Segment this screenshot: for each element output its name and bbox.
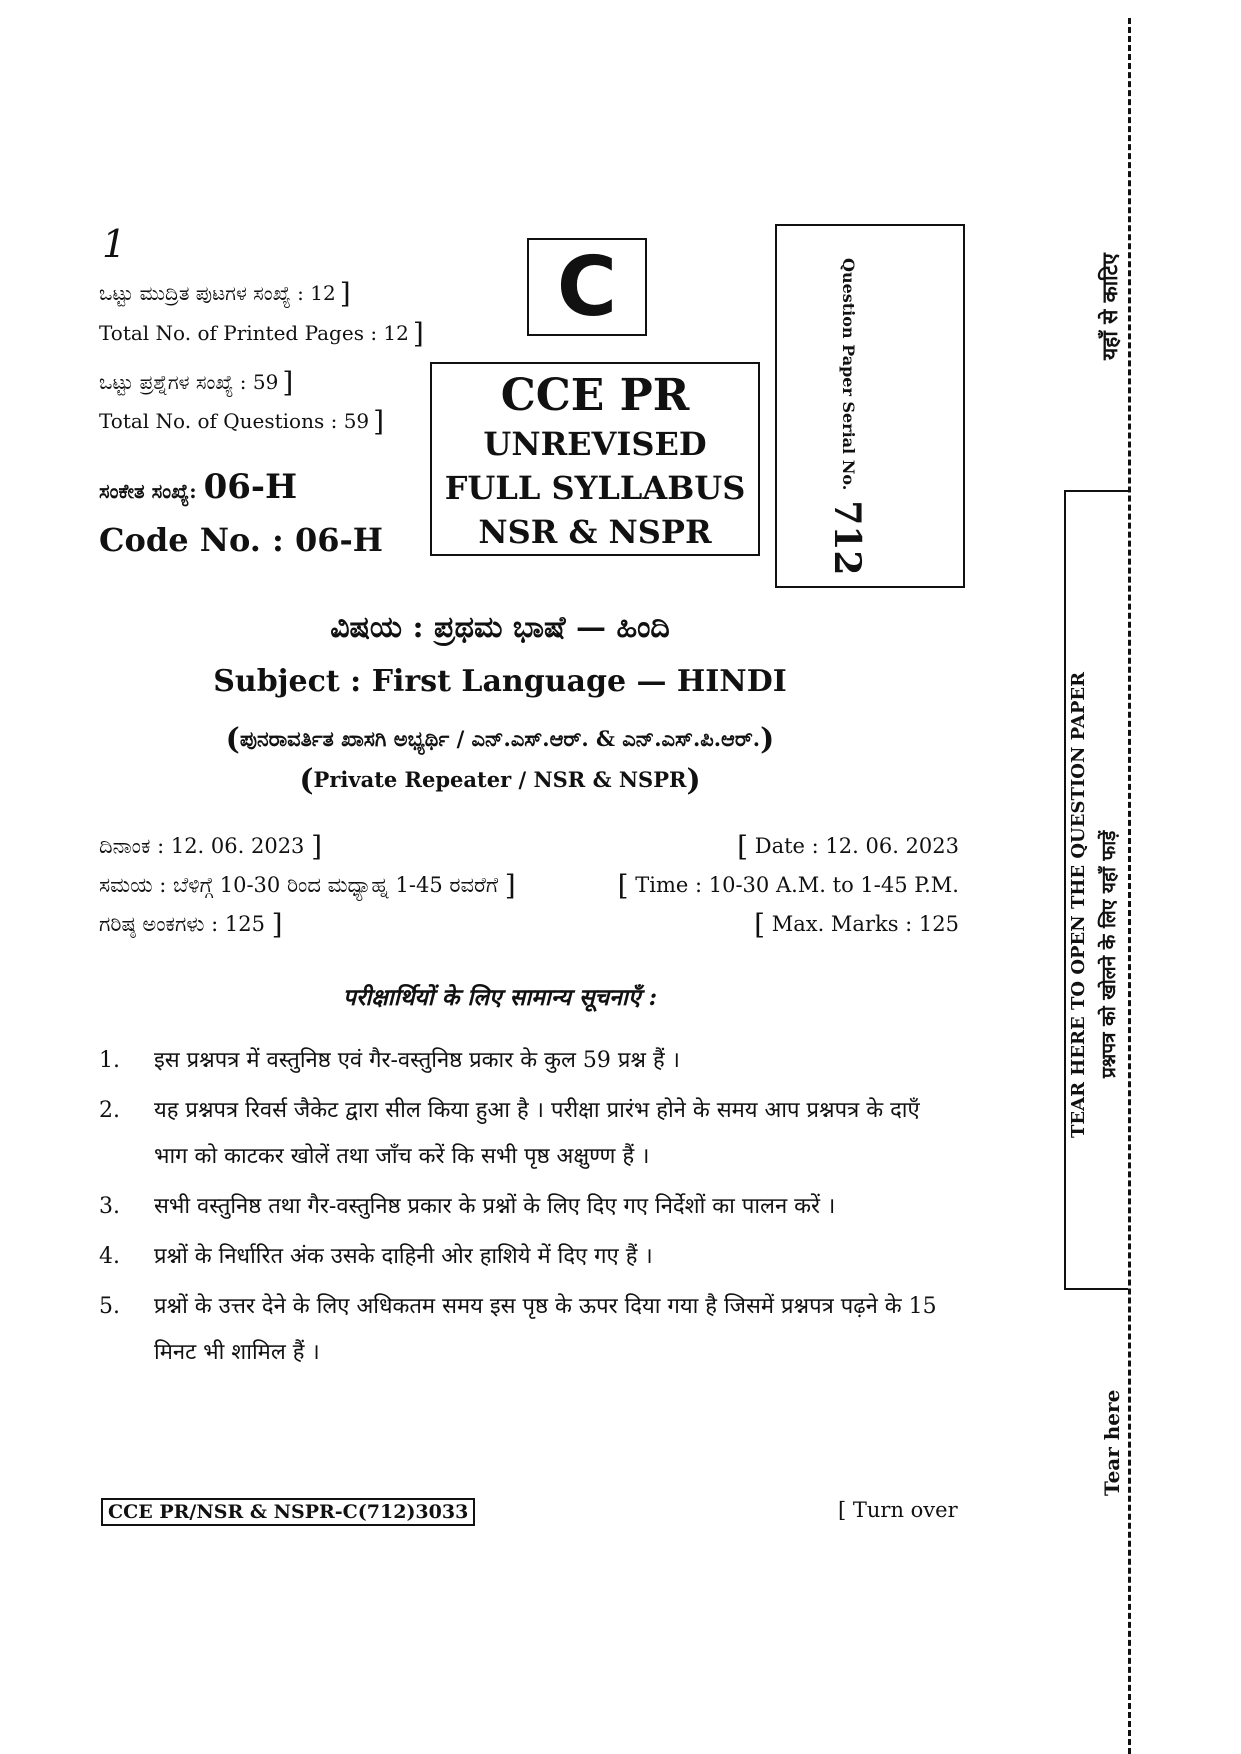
instruction-item: 4. प्रश्नों के निर्धारित अंक उसके दाहिनी ओर हाशिये में दिए गए हैं । xyxy=(99,1244,653,1269)
code-number-kn: ಸಂಕೇತ ಸಂಖ್ಯೆ: 06-H xyxy=(99,467,298,507)
marks-row xyxy=(99,906,959,942)
instruction-item: 2. यह प्रश्नपत्र रिवर्स जैकेट द्वारा सील किया हुआ है । परीक्षा प्रारंभ होने के समय आप प्रश्नपत्र के दाएँ भाग को काटकर खोलें तथा जाँच करें कि सभी पृष्ठ अक्षुण्ण हैं । xyxy=(99,1098,920,1169)
code-number-en: Code No. : 06-H xyxy=(99,521,383,559)
exam-type-line-1: CCE PR xyxy=(500,370,690,421)
tear-instruction-hi: प्रश्नपत्र को खोलने के लिए यहाँ फाड़ें xyxy=(1098,830,1120,1078)
exam-type-line-3: FULL SYLLABUS xyxy=(444,469,746,507)
subject-kn: ವಿಷಯ : ಪ್ರಥಮ ಭಾಷೆ — ಹಿಂದಿ xyxy=(330,610,670,645)
exam-type-line-4: NSR & NSPR xyxy=(478,513,712,551)
tear-instruction-en: TEAR HERE TO OPEN THE QUESTION PAPER xyxy=(1068,671,1089,1138)
serial-number: Question Paper Serial No.712 xyxy=(826,258,868,576)
instructions-heading: परीक्षार्थियों के लिए सामान्य सूचनाएँ : xyxy=(342,984,658,1011)
candidate-category-kn: (ಪುನರಾವರ್ತಿತ ಖಾಸಗಿ ಅಭ್ಯರ್ಥಿ / ಎನ್.ಎಸ್.ಆರ್. & ಎನ್.ಎಸ್.ಪಿ.ಆರ್.) xyxy=(225,722,775,757)
exam-type-line-2: UNREVISED xyxy=(483,425,707,463)
date-row xyxy=(99,828,959,864)
candidate-category-en: (Private Repeater / NSR & NSPR) xyxy=(299,763,701,798)
cut-here-hi: यहाँ से काटिए xyxy=(1097,253,1122,360)
total-questions-en: Total No. of Questions : 59 ] xyxy=(99,405,385,438)
tear-line xyxy=(1128,18,1131,1754)
instructions-list xyxy=(99,1038,959,1380)
time-row xyxy=(99,867,959,903)
marks-kn: ಗರಿಷ್ಠ ಅಂಕಗಳು : 125 ] xyxy=(99,907,283,941)
marks-en: [ Max. Marks : 125 xyxy=(754,907,959,941)
instruction-item: 1. इस प्रश्नपत्र में वस्तुनिष्ठ एवं गैर-वस्तुनिष्ठ प्रकार के कुल 59 प्रश्न हैं । xyxy=(99,1048,680,1073)
version-letter-box: C xyxy=(527,238,647,336)
total-questions-kn: ಒಟ್ಟು ಪ್ರಶ್ನೆಗಳ ಸಂಖ್ಯೆ : 59 ] xyxy=(99,366,294,399)
printed-pages-kn: ಒಟ್ಟು ಮುದ್ರಿತ ಪುಟಗಳ ಸಂಖ್ಯೆ : 12 ] xyxy=(99,277,351,310)
date-kn: ದಿನಾಂಕ : 12. 06. 2023 ] xyxy=(99,829,323,863)
date-en: [ Date : 12. 06. 2023 xyxy=(737,829,959,863)
page-number: 1 xyxy=(102,222,127,266)
serial-number-box xyxy=(775,224,965,588)
subject-en: Subject : First Language — HINDI xyxy=(213,664,787,699)
instruction-item: 5. प्रश्नों के उत्तर देने के लिए अधिकतम समय इस पृष्ठ के ऊपर दिया गया है जिसमें प्रश्नपत्र पढ़ने के 15 मिनट भी शामिल हैं । xyxy=(99,1294,937,1365)
time-kn: ಸಮಯ : ಬೆಳಿಗ್ಗೆ 10-30 ರಿಂದ ಮಧ್ಯಾಹ್ನ 1-45 ರವರೆಗೆ ] xyxy=(99,868,516,902)
turn-over-note: [ Turn over xyxy=(838,1498,958,1522)
paper-code-footer: CCE PR/NSR & NSPR-C(712)3033 xyxy=(101,1498,475,1526)
printed-pages-en: Total No. of Printed Pages : 12 ] xyxy=(99,317,424,350)
instruction-item: 3. सभी वस्तुनिष्ठ तथा गैर-वस्तुनिष्ठ प्रकार के प्रश्नों के लिए दिए गए निर्देशों का पालन करें । xyxy=(99,1194,836,1219)
exam-type-box xyxy=(430,362,760,556)
tear-here-label: Tear here xyxy=(1100,1389,1124,1496)
time-en: [ Time : 10-30 A.M. to 1-45 P.M. xyxy=(617,868,959,902)
